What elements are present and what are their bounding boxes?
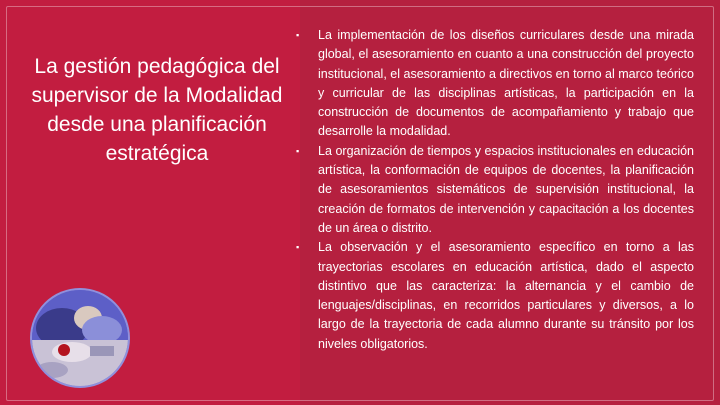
bullet-item — [296, 142, 694, 238]
bullet-marker-icon: ▪ — [296, 242, 300, 253]
bullet-marker-icon: ▪ — [296, 145, 300, 156]
children-photo-image — [32, 290, 128, 386]
bullet-text: La observación y el asesoramiento específico en torno a las trayectorias escolares en educación artística, dado el aspecto distintivo que las caracteriza: la alternancia y el cambio de lenguajes/disciplinas, en recorridos particulares y diversos, a lo largo de la trayectoria de cada alumno durante su tránsito por los niveles obligatorios. — [318, 240, 694, 351]
slide-title: La gestión pedagógica del supervisor de la Modalidad desde una planificación estratégica — [31, 55, 283, 165]
bullet-list — [296, 26, 694, 354]
circular-photo — [30, 288, 130, 388]
bullet-text: La organización de tiempos y espacios institucionales en educación artística, la conformación de equipos de docentes, la planificación de asesoramientos sistemáticos de supervisión institucional, la creación de formatos de intervención y capacitación a los docentes de un área o distrito. — [318, 143, 694, 235]
bullet-text: La implementación de los diseños curriculares desde una mirada global, el asesoramiento en cuanto a una construcción del proyecto institucional, el asesoramiento a directivos en torno al marco teórico y curricular de las disciplinas artísticas, la participación en la construcción de documentos de acompañamiento y trabajo que desarrolle la modalidad. — [318, 28, 694, 139]
bullet-item — [296, 26, 694, 142]
bullet-marker-icon: ▪ — [296, 30, 300, 40]
bullet-item — [296, 238, 694, 354]
